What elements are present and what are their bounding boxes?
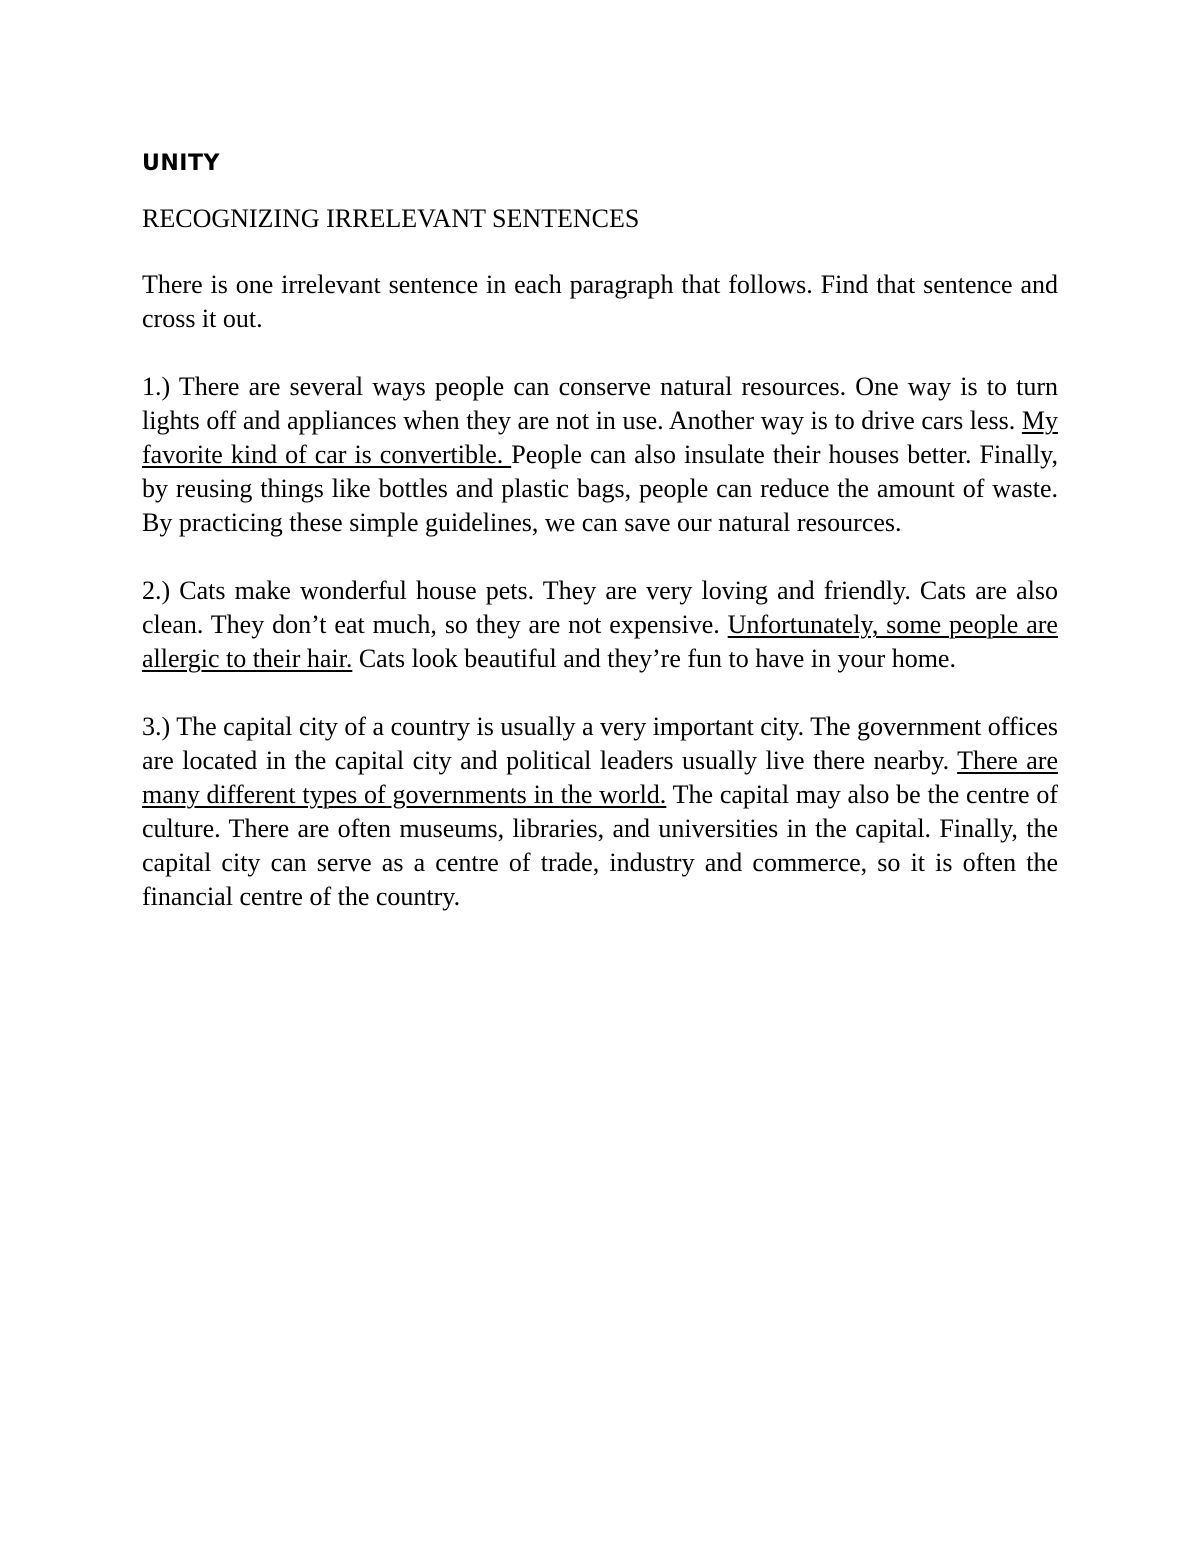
exercise-paragraph-1 <box>142 370 1058 540</box>
irrelevant-sentence: My favorite kind of car is convertible. <box>142 406 1058 469</box>
exercise-paragraph-3 <box>142 710 1058 914</box>
instructions-paragraph: There is one irrelevant sentence in each paragraph that follows. Find that sentence and cross it out. <box>142 270 1058 333</box>
paragraph-text: 1.) There are several ways people can conserve natural resources. One way is to turn lights off and appliances when they are not in use. Another way is to drive cars less. <box>142 372 1058 435</box>
paragraph-text: 3.) The capital city of a country is usually a very important city. The government offices are located in the capital city and political leaders usually live there nearby. <box>142 712 1058 775</box>
document-content <box>142 150 1058 948</box>
paragraph-text: People can also insulate their houses better. Finally, by reusing things like bottles and plastic bags, people can reduce the amount of waste. By practicing these simple guidelines, we can save our natural resources. <box>142 440 1058 537</box>
document-title: UNITY <box>142 151 220 176</box>
exercise-paragraph-2 <box>142 574 1058 676</box>
document-subtitle: RECOGNIZING IRRELEVANT SENTENCES <box>142 204 640 233</box>
paragraph-text: Cats look beautiful and they’re fun to have in your home. <box>352 644 956 673</box>
paragraph-text: The capital may also be the centre of culture. There are often museums, libraries, and universities in the capital. Finally, the capital city can serve as a centre of trade, industry and commerce, so it is often the financial centre of the country. <box>142 780 1058 911</box>
paragraph-text: 2.) Cats make wonderful house pets. They are very loving and friendly. Cats are also clean. They don’t eat much, so they are not expensive. <box>142 576 1058 639</box>
irrelevant-sentence: Unfortunately, some people are allergic to their hair. <box>142 610 1058 673</box>
irrelevant-sentence: There are many different types of governments in the world. <box>142 746 1058 809</box>
